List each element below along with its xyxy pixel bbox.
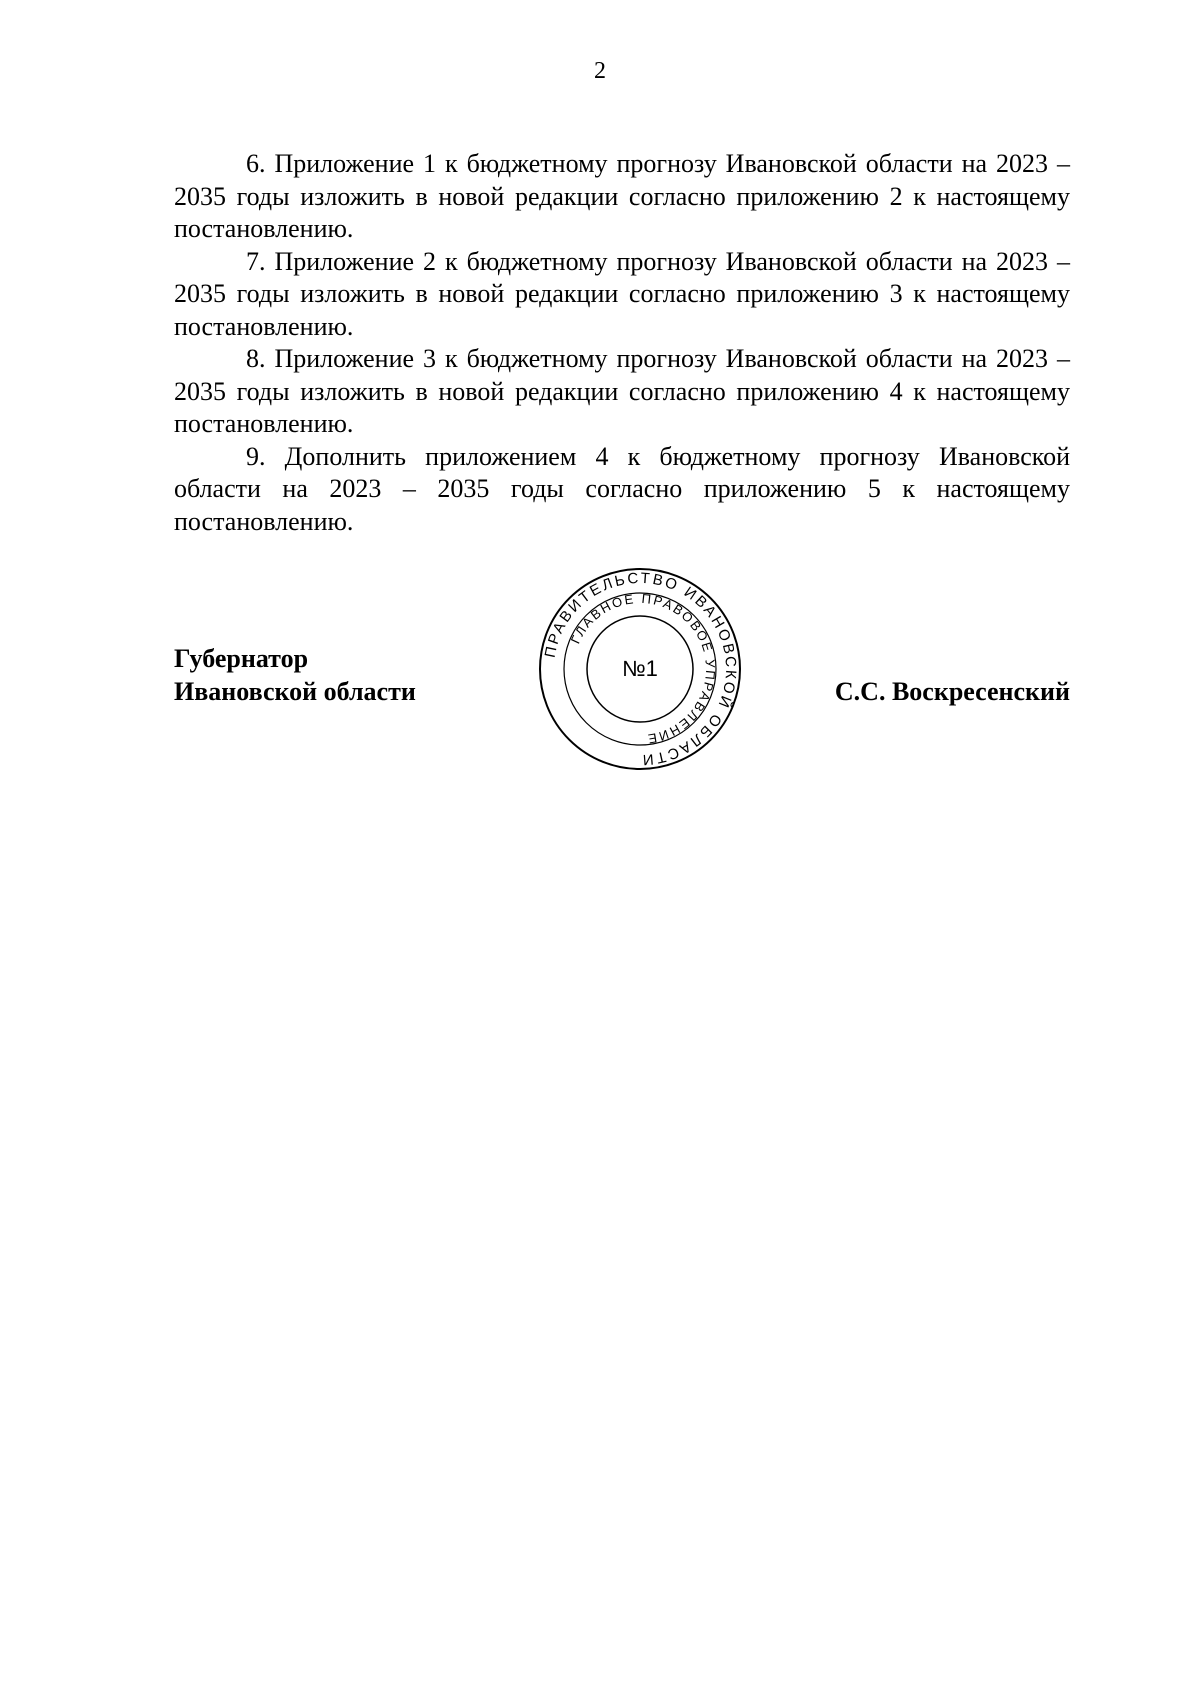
page-number: 2 [594, 58, 606, 84]
stamp-inner-text: ГЛАВНОЕ ПРАВОВОЕ УПРАВЛЕНИЕ [567, 590, 719, 747]
signer-position-line2: Ивановской области [174, 677, 416, 706]
paragraph-item-7: 7. Приложение 2 к бюджетному прогнозу Ивановской области на 2023 – 2035 годы изложить в новой редакции согласно приложению 3 к настоящему постановлению. [174, 246, 1070, 341]
paragraph-item-9: 9. Дополнить приложением 4 к бюджетному прогнозу Ивановской области на 2023 – 2035 годы согласно приложению 5 к настоящему постановлению. [174, 441, 1070, 536]
document-body [174, 148, 1070, 538]
signer-name: С.С. Воскресенский [834, 677, 1070, 706]
paragraph-item-6: 6. Приложение 1 к бюджетному прогнозу Ивановской области на 2023 – 2035 годы изложить в новой редакции согласно приложению 2 к настоящему постановлению. [174, 149, 1070, 243]
signature-block [174, 564, 1070, 774]
official-seal-stamp [534, 564, 746, 774]
stamp-outer-text: ПРАВИТЕЛЬСТВО ИВАНОВСКОЙ ОБЛАСТИ [541, 569, 740, 769]
paragraph-item-8: 8. Приложение 3 к бюджетному прогнозу Ивановской области на 2023 – 2035 годы изложить в новой редакции согласно приложению 4 к настоящему постановлению. [174, 344, 1070, 438]
signer-position-line1: Губернатор [174, 644, 309, 673]
stamp-center-text: №1 [622, 656, 658, 681]
signer-position [174, 642, 416, 708]
